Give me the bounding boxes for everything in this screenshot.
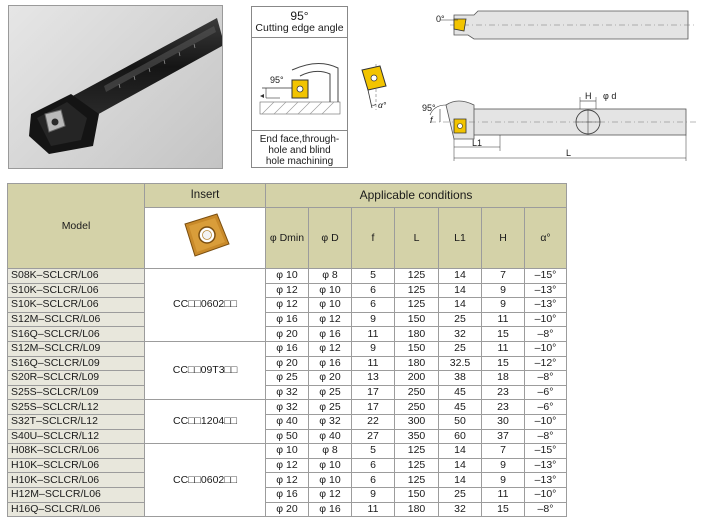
value-cell: 150: [395, 312, 439, 327]
value-cell: –8°: [525, 371, 567, 386]
value-cell: 32: [439, 327, 482, 342]
value-cell: 6: [352, 298, 395, 313]
value-cell: 7: [482, 269, 525, 284]
model-cell: S32T–SCLCR/L12: [8, 414, 145, 429]
value-cell: 17: [352, 400, 395, 415]
value-cell: 45: [439, 400, 482, 415]
value-cell: 45: [439, 385, 482, 400]
value-cell: 14: [439, 444, 482, 459]
value-cell: 17: [352, 385, 395, 400]
model-cell: H08K–SCLCR/L06: [8, 444, 145, 459]
value-cell: 27: [352, 429, 395, 444]
table-row: [8, 458, 567, 473]
insert-header: Insert: [145, 184, 266, 208]
insert-code-cell: CC□□09T3□□: [145, 341, 266, 399]
model-cell: S12M–SCLCR/L09: [8, 341, 145, 356]
value-cell: 25: [439, 312, 482, 327]
l1-label: L1: [472, 138, 483, 148]
table-row: [8, 473, 567, 488]
value-cell: φ 10: [309, 298, 352, 313]
column-header: f: [352, 208, 395, 269]
cutting-edge-panel: [251, 6, 348, 168]
value-cell: –6°: [525, 385, 567, 400]
value-cell: 50: [439, 414, 482, 429]
value-cell: φ 32: [266, 385, 309, 400]
value-cell: φ 12: [266, 473, 309, 488]
value-cell: 14: [439, 473, 482, 488]
insert-code-cell: CC□□0602□□: [145, 444, 266, 517]
table-row: [8, 298, 567, 313]
table-row: [8, 312, 567, 327]
model-cell: S25S–SCLCR/L09: [8, 385, 145, 400]
dimension-drawing: [410, 5, 700, 165]
value-cell: 25: [439, 487, 482, 502]
value-cell: 180: [395, 327, 439, 342]
model-cell: S10K–SCLCR/L06: [8, 298, 145, 313]
value-cell: 13: [352, 371, 395, 386]
spec-table: [7, 183, 567, 517]
value-cell: φ 16: [309, 327, 352, 342]
value-cell: –13°: [525, 458, 567, 473]
value-cell: 9: [352, 487, 395, 502]
value-cell: φ 10: [309, 473, 352, 488]
value-cell: 15: [482, 356, 525, 371]
value-cell: 5: [352, 444, 395, 459]
cutting-angle-value: 95°: [290, 9, 309, 23]
value-cell: 125: [395, 458, 439, 473]
value-cell: 9: [482, 473, 525, 488]
l-label: L: [566, 148, 572, 158]
column-header: H: [482, 208, 525, 269]
value-cell: 350: [395, 429, 439, 444]
column-header: φ D: [309, 208, 352, 269]
table-row: [8, 502, 567, 517]
value-cell: φ 12: [309, 487, 352, 502]
value-cell: 18: [482, 371, 525, 386]
value-cell: φ 16: [309, 502, 352, 517]
value-cell: –10°: [525, 341, 567, 356]
machining-note: [252, 130, 347, 167]
value-cell: –15°: [525, 444, 567, 459]
model-cell: S10K–SCLCR/L06: [8, 283, 145, 298]
cutting-edge-sketch: [252, 38, 347, 130]
insert-code-cell: CC□□0602□□: [145, 269, 266, 342]
model-cell: S08K–SCLCR/L06: [8, 269, 145, 284]
value-cell: 11: [352, 502, 395, 517]
sketch-95-label: 95°: [270, 75, 284, 85]
value-cell: –15°: [525, 269, 567, 284]
value-cell: 9: [482, 458, 525, 473]
value-cell: 15: [482, 327, 525, 342]
value-cell: 15: [482, 502, 525, 517]
value-cell: 11: [482, 312, 525, 327]
table-row: [8, 400, 567, 415]
value-cell: 180: [395, 356, 439, 371]
insert-icon: [175, 208, 235, 264]
value-cell: 32: [439, 502, 482, 517]
machining-note-line3: hole machining: [265, 156, 334, 167]
value-cell: –6°: [525, 400, 567, 415]
value-cell: –13°: [525, 473, 567, 488]
column-header: φ Dmin: [266, 208, 309, 269]
zero-deg-label: 0°: [436, 14, 445, 24]
value-cell: 7: [482, 444, 525, 459]
value-cell: φ 10: [309, 283, 352, 298]
value-cell: –13°: [525, 283, 567, 298]
value-cell: φ 10: [309, 458, 352, 473]
cutting-edge-header: [252, 7, 347, 38]
column-header: α°: [525, 208, 567, 269]
value-cell: 23: [482, 400, 525, 415]
value-cell: 38: [439, 371, 482, 386]
value-cell: 6: [352, 283, 395, 298]
value-cell: φ 20: [266, 327, 309, 342]
model-cell: H12M–SCLCR/L06: [8, 487, 145, 502]
value-cell: φ 50: [266, 429, 309, 444]
side-95-label: 95°: [422, 103, 436, 113]
value-cell: 14: [439, 269, 482, 284]
value-cell: –10°: [525, 487, 567, 502]
value-cell: 5: [352, 269, 395, 284]
value-cell: φ 40: [309, 429, 352, 444]
value-cell: 125: [395, 298, 439, 313]
value-cell: –8°: [525, 429, 567, 444]
value-cell: 11: [352, 327, 395, 342]
value-cell: 200: [395, 371, 439, 386]
value-cell: φ 25: [309, 385, 352, 400]
value-cell: φ 32: [309, 414, 352, 429]
alpha-label: α°: [378, 100, 387, 110]
value-cell: 11: [482, 487, 525, 502]
table-row: [8, 341, 567, 356]
value-cell: φ 8: [309, 444, 352, 459]
model-cell: S25S–SCLCR/L12: [8, 400, 145, 415]
value-cell: φ 12: [266, 298, 309, 313]
value-cell: φ 12: [266, 283, 309, 298]
value-cell: 23: [482, 385, 525, 400]
value-cell: 22: [352, 414, 395, 429]
model-cell: H16Q–SCLCR/L06: [8, 502, 145, 517]
table-row: [8, 444, 567, 459]
cutting-angle-caption: Cutting edge angle: [255, 22, 344, 34]
alpha-detail-sketch: [352, 62, 400, 114]
model-cell: S40U–SCLCR/L12: [8, 429, 145, 444]
value-cell: 125: [395, 269, 439, 284]
value-cell: 250: [395, 400, 439, 415]
value-cell: –10°: [525, 414, 567, 429]
value-cell: 9: [482, 283, 525, 298]
table-row: [8, 327, 567, 342]
value-cell: 11: [352, 356, 395, 371]
value-cell: 125: [395, 473, 439, 488]
value-cell: φ 10: [266, 269, 309, 284]
value-cell: 125: [395, 444, 439, 459]
value-cell: 37: [482, 429, 525, 444]
table-row: [8, 356, 567, 371]
value-cell: 14: [439, 298, 482, 313]
value-cell: φ 12: [309, 341, 352, 356]
value-cell: 125: [395, 283, 439, 298]
model-cell: S16Q–SCLCR/L06: [8, 327, 145, 342]
value-cell: 9: [482, 298, 525, 313]
model-cell: S20R–SCLCR/L09: [8, 371, 145, 386]
h-label: H: [585, 91, 592, 101]
value-cell: 25: [439, 341, 482, 356]
boring-bar-image: [9, 6, 222, 168]
value-cell: –10°: [525, 312, 567, 327]
value-cell: 9: [352, 312, 395, 327]
value-cell: –8°: [525, 502, 567, 517]
value-cell: φ 25: [309, 400, 352, 415]
value-cell: 9: [352, 341, 395, 356]
table-row: [8, 371, 567, 386]
model-cell: H10K–SCLCR/L06: [8, 473, 145, 488]
value-cell: φ 12: [266, 458, 309, 473]
value-cell: φ 10: [266, 444, 309, 459]
value-cell: φ 20: [309, 371, 352, 386]
model-cell: H10K–SCLCR/L06: [8, 458, 145, 473]
value-cell: 250: [395, 385, 439, 400]
table-row: [8, 429, 567, 444]
value-cell: φ 8: [309, 269, 352, 284]
table-row: [8, 487, 567, 502]
insert-image-cell: [145, 208, 266, 269]
model-header: Model: [8, 184, 145, 269]
value-cell: 6: [352, 458, 395, 473]
column-header: L: [395, 208, 439, 269]
value-cell: φ 16: [309, 356, 352, 371]
value-cell: 300: [395, 414, 439, 429]
value-cell: φ 20: [266, 356, 309, 371]
value-cell: 14: [439, 283, 482, 298]
alpha-detail: [352, 62, 400, 114]
value-cell: φ 16: [266, 312, 309, 327]
machining-note-line2: hole and blind: [268, 145, 331, 156]
value-cell: 11: [482, 341, 525, 356]
value-cell: φ 20: [266, 502, 309, 517]
value-cell: φ 25: [266, 371, 309, 386]
value-cell: φ 16: [266, 341, 309, 356]
value-cell: –13°: [525, 298, 567, 313]
f-label: f: [430, 115, 433, 125]
value-cell: φ 40: [266, 414, 309, 429]
value-cell: φ 16: [266, 487, 309, 502]
value-cell: –12°: [525, 356, 567, 371]
value-cell: 180: [395, 502, 439, 517]
table-row: [8, 269, 567, 284]
dimension-drawing-svg: [410, 5, 700, 165]
value-cell: 60: [439, 429, 482, 444]
model-cell: S12M–SCLCR/L06: [8, 312, 145, 327]
value-cell: 14: [439, 458, 482, 473]
tool-photo: [8, 5, 223, 169]
table-row: [8, 385, 567, 400]
insert-code-cell: CC□□1204□□: [145, 400, 266, 444]
value-cell: 6: [352, 473, 395, 488]
value-cell: 150: [395, 487, 439, 502]
value-cell: φ 32: [266, 400, 309, 415]
value-cell: 32.5: [439, 356, 482, 371]
table-row: [8, 283, 567, 298]
value-cell: 30: [482, 414, 525, 429]
phi-d-label: φ d: [603, 91, 617, 101]
machining-note-line1: End face,through-: [259, 134, 340, 145]
value-cell: 150: [395, 341, 439, 356]
column-header: L1: [439, 208, 482, 269]
table-row: [8, 414, 567, 429]
value-cell: –8°: [525, 327, 567, 342]
value-cell: φ 12: [309, 312, 352, 327]
model-cell: S16Q–SCLCR/L09: [8, 356, 145, 371]
conditions-header: Applicable conditions: [266, 184, 567, 208]
